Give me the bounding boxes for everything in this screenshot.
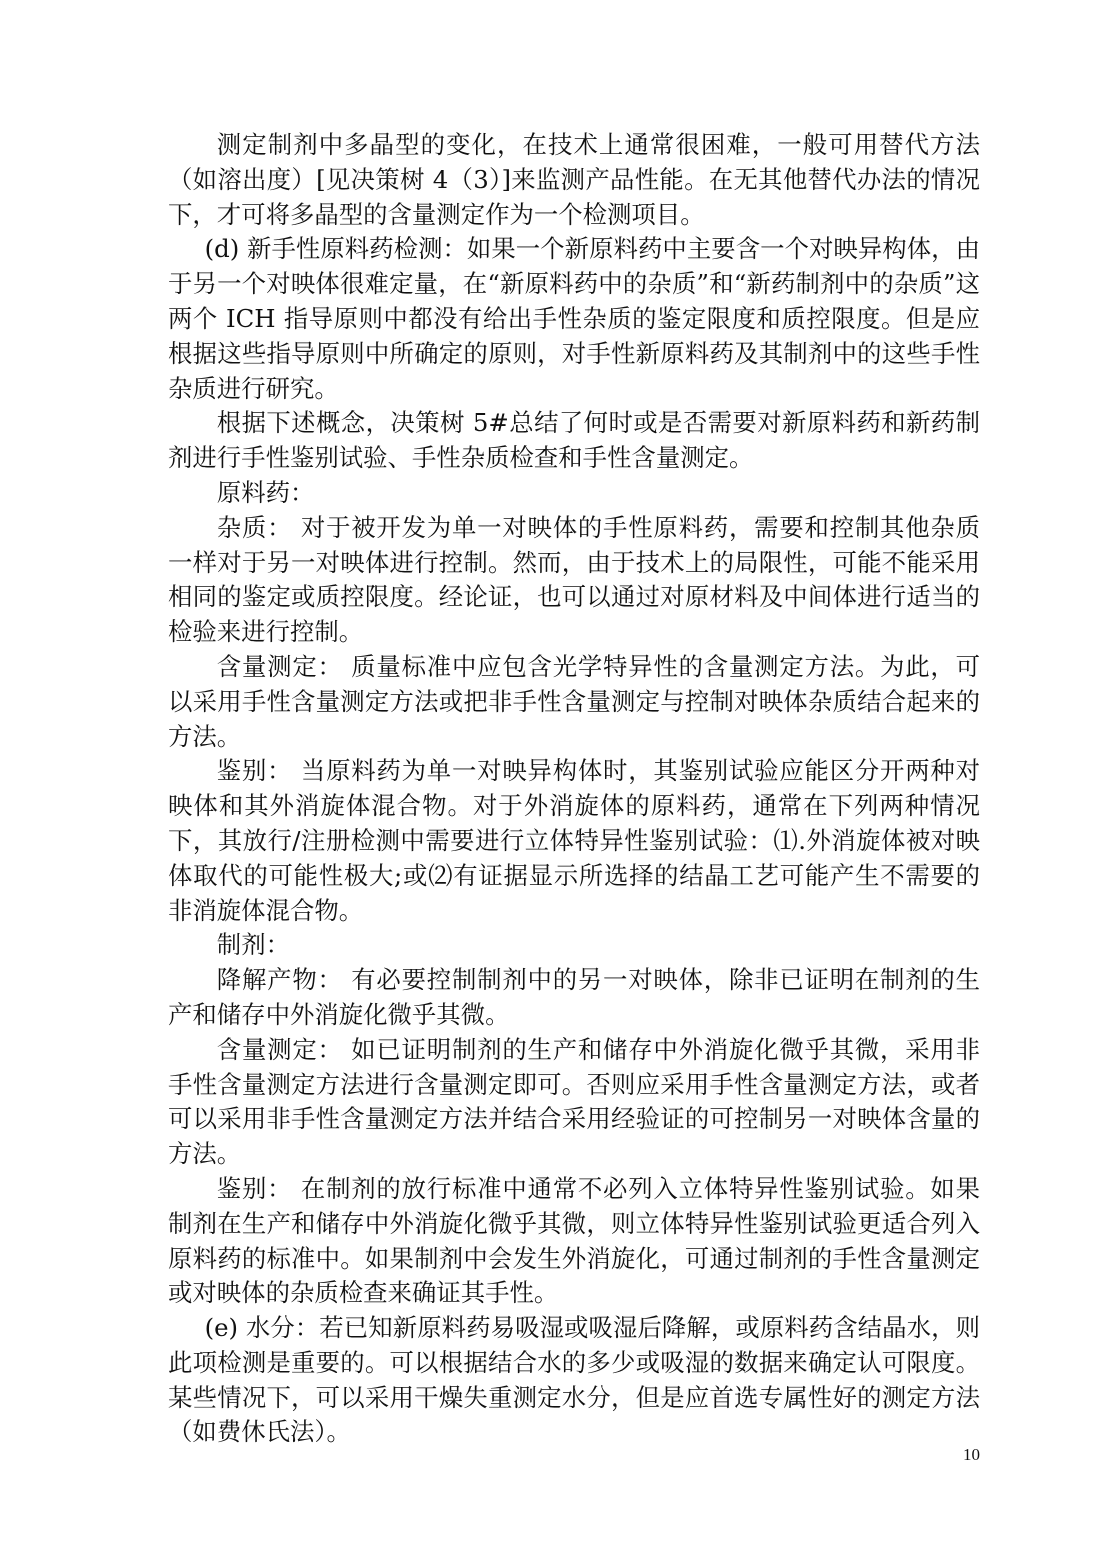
- paragraph-product-identification: 鉴别： 在制剂的放行标准中通常不必列入立体特异性鉴别试验。如果制剂在生产和储存中外消旋化微乎其微，则立体特异性鉴别试验更适合列入原料药的标准中。如果制剂中会发生外消旋化，可通过制剂的手性含量测定或对映体的杂质检查来确证其手性。: [168, 1173, 980, 1308]
- paragraph-substance-impurities: 杂质： 对于被开发为单一对映体的手性原料药，需要和控制其他杂质一样对于另一对映体进行控制。然而，由于技术上的局限性，可能不能采用相同的鉴定或质控限度。经论证，也可以通过对原材料及中间体进行适当的检验来进行控制。: [168, 512, 980, 647]
- document-body: [168, 128, 980, 1450]
- page-number: 10: [963, 1445, 980, 1464]
- paragraph-product-degradation: 降解产物： 有必要控制制剂中的另一对映体，除非已证明在制剂的生产和储存中外消旋化微乎其微。: [168, 965, 980, 1029]
- paragraph-product-assay: 含量测定： 如已证明制剂的生产和储存中外消旋化微乎其微，采用非手性含量测定方法进行含量测定即可。否则应采用手性含量测定方法，或者可以采用非手性含量测定方法并结合采用经验证的可控制另一对映体含量的方法。: [168, 1034, 980, 1169]
- heading-drug-product: 制剂：: [216, 930, 290, 960]
- paragraph-substance-assay: 含量测定： 质量标准中应包含光学特异性的含量测定方法。为此，可以采用手性含量测定方法或把非手性含量测定与控制对映体杂质结合起来的方法。: [168, 651, 980, 751]
- paragraph-new-chiral-drug: (d) 新手性原料药检测：如果一个新原料药中主要含一个对映异构体，由于另一个对映体很难定量，在“新原料药中的杂质”和“新药制剂中的杂质”这两个 ICH 指导原则中都没有给出手性杂质的鉴定限度和质控限度。但是应根据这些指导原则中所确定的原则，对手性新原料药及其制剂中的这些手性杂质进行研究。: [168, 234, 980, 403]
- heading-drug-substance: 原料药：: [216, 477, 315, 507]
- paragraph-water-content: (e) 水分：若已知新原料药易吸湿或吸湿后降解，或原料药含结晶水，则此项检测是重要的。可以根据结合水的多少或吸湿的数据来确定认可限度。某些情况下，可以采用干燥失重测定水分，但是应首选专属性好的测定方法（如费休氏法）。: [168, 1313, 980, 1447]
- paragraph-substance-identification: 鉴别： 当原料药为单一对映异构体时，其鉴别试验应能区分开两种对映体和其外消旋体混合物。对于外消旋体的原料药，通常在下列两种情况下，其放行/注册检测中需要进行立体特异性鉴别试验：⑴.外消旋体被对映体取代的可能性极大;或⑵有证据显示所选择的结晶工艺可能产生不需要的非消旋体混合物。: [168, 756, 980, 925]
- paragraph-polymorph-change: 测定制剂中多晶型的变化，在技术上通常很困难，一般可用替代方法（如溶出度）[见决策树 4（3）]来监测产品性能。在无其他替代办法的情况下，才可将多晶型的含量测定作为一个检测项目。: [168, 130, 980, 229]
- paragraph-decision-tree-5: 根据下述概念，决策树 5#总结了何时或是否需要对新原料药和新药制剂进行手性鉴别试验、手性杂质检查和手性含量测定。: [168, 408, 980, 473]
